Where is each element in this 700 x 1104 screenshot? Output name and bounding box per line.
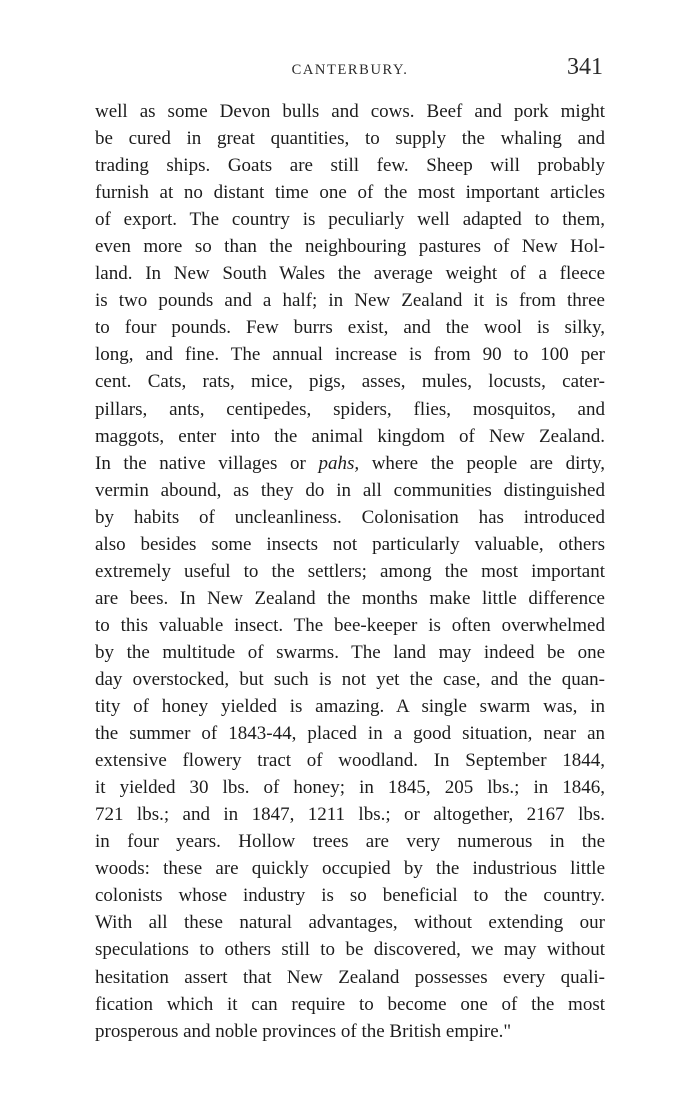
text-line: cent. Cats, rats, mice, pigs, asses, mules, locusts, cater- xyxy=(95,371,605,393)
text-line: hesitation assert that New Zealand possesses every quali- xyxy=(95,966,605,988)
text-line: With all these natural advantages, without extending our xyxy=(95,912,605,934)
text-line: is two pounds and a half; in New Zealand it is from three xyxy=(95,290,605,312)
text-line: be cured in great quantities, to supply the whaling and xyxy=(95,128,605,150)
text-line: in four years. Hollow trees are very numerous in the xyxy=(95,831,605,853)
text-line: by habits of uncleanliness. Colonisation has introduced xyxy=(95,506,605,528)
text-line: tity of honey yielded is amazing. A single swarm was, in xyxy=(95,696,605,718)
text-line: maggots, enter into the animal kingdom of New Zealand. xyxy=(95,425,605,447)
text-line: vermin abound, as they do in all communities distinguished xyxy=(95,479,605,501)
text-line: it yielded 30 lbs. of honey; in 1845, 205 lbs.; in 1846, xyxy=(95,777,605,799)
italic-word: pahs, xyxy=(318,452,360,474)
text-line: land. In New South Wales the average weight of a fleece xyxy=(95,263,605,285)
text-line: the summer of 1843-44, placed in a good situation, near an xyxy=(95,723,605,745)
text-run: where the people are dirty, xyxy=(359,452,605,474)
text-line xyxy=(95,450,605,477)
page-number: 341 xyxy=(567,54,603,80)
text-line: trading ships. Goats are still few. Sheep will probably xyxy=(95,155,605,177)
text-line: even more so than the neighbouring pastures of New Hol- xyxy=(95,236,605,258)
text-line: long, and fine. The annual increase is from 90 to 100 per xyxy=(95,344,605,366)
running-head-title: CANTERBURY. xyxy=(291,62,409,78)
text-line: colonists whose industry is so beneficial to the country. xyxy=(95,885,605,907)
text-line: woods: these are quickly occupied by the industrious little xyxy=(95,858,605,880)
book-page xyxy=(95,50,605,1045)
text-run: In the native villages or xyxy=(95,452,319,474)
text-line: 721 lbs.; and in 1847, 1211 lbs.; or altogether, 2167 lbs. xyxy=(95,804,605,826)
text-line: also besides some insects not particularly valuable, others xyxy=(95,533,605,555)
text-line: by the multitude of swarms. The land may indeed be one xyxy=(95,641,605,663)
text-line: to this valuable insect. The bee-keeper is often overwhelmed xyxy=(95,614,605,636)
text-line: fication which it can require to become one of the most xyxy=(95,993,605,1015)
body-text xyxy=(95,98,605,1045)
running-head xyxy=(95,50,605,90)
text-line: of export. The country is peculiarly well adapted to them, xyxy=(95,209,605,231)
text-line: are bees. In New Zealand the months make little difference xyxy=(95,587,605,609)
text-line: pillars, ants, centipedes, spiders, flies, mosquitos, and xyxy=(95,398,605,420)
text-line: extremely useful to the settlers; among the most important xyxy=(95,560,605,582)
text-line: to four pounds. Few burrs exist, and the wool is silky, xyxy=(95,317,605,339)
text-line: extensive flowery tract of woodland. In September 1844, xyxy=(95,750,605,772)
text-line: speculations to others still to be discovered, we may without xyxy=(95,939,605,961)
text-line: furnish at no distant time one of the most important articles xyxy=(95,182,605,204)
text-line: prosperous and noble provinces of the British empire." xyxy=(95,1020,512,1042)
text-line: well as some Devon bulls and cows. Beef and pork might xyxy=(95,101,605,122)
text-line: day overstocked, but such is not yet the case, and the quan- xyxy=(95,668,605,690)
